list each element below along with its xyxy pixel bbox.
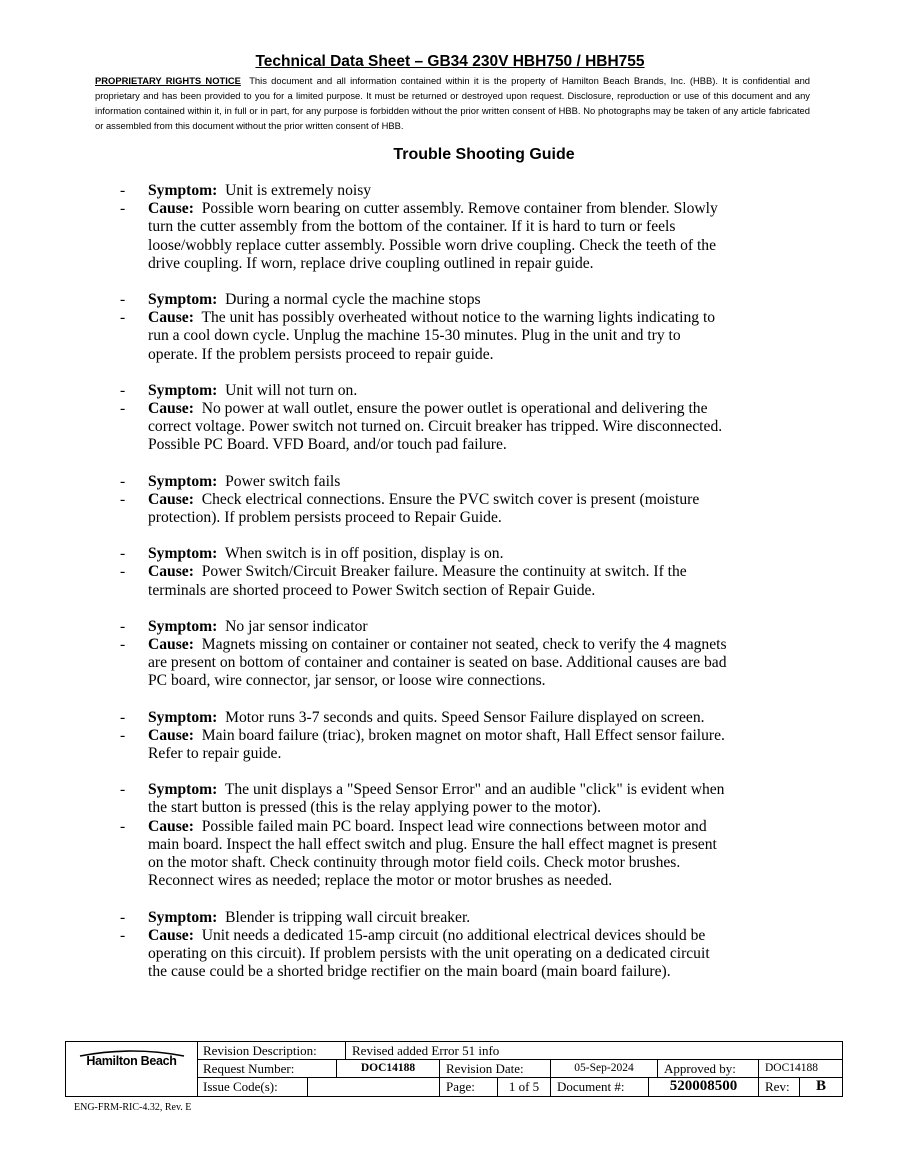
cause-row [120,927,815,982]
symptom-label: Symptom: [148,545,218,563]
symptom-label: Symptom: [148,781,218,799]
cause-text [148,727,815,763]
document-title: Technical Data Sheet – GB34 230V HBH750 / HBH755 [255,53,645,70]
cause-text [148,563,815,599]
symptom-line: Blender is tripping wall circuit breaker. [225,908,471,926]
trouble-item [120,709,815,764]
bullet-dash: - [120,726,126,744]
cause-line: No power at wall outlet, ensure the power outlet is operational and delivering the [201,400,708,418]
cause-line: main board. Inspect the hall effect switch and plug. Ensure the hall effect magnet is present [148,835,717,853]
trouble-item [120,291,815,364]
bullet-dash: - [120,400,126,418]
symptom-line: The unit displays a "Speed Sensor Error" and an audible "click" is evident when [224,781,725,799]
cause-line: Possible PC Board. VFD Board, and/or touch pad failure. [148,436,507,454]
symptom-text [148,781,815,817]
cause-label: Cause: [148,400,194,418]
symptom-line: When switch is in off position, display is on. [224,545,504,563]
symptom-row [120,182,815,200]
symptom-row [120,781,815,817]
symptom-text [148,382,815,400]
cause-text [148,927,815,982]
symptom-label: Symptom: [148,708,218,726]
symptom-row [120,291,815,309]
cause-label: Cause: [148,563,194,581]
cause-line: drive coupling. If worn, replace drive coupling outlined in repair guide. [148,254,594,272]
symptom-label: Symptom: [148,908,218,926]
bullet-dash: - [120,182,126,199]
bullet-dash: - [120,309,126,327]
symptom-line: the start button is pressed (this is the relay applying power to the motor). [148,799,601,817]
cause-label: Cause: [148,726,194,744]
approved-by-label: Approved by: [658,1060,759,1078]
issue-codes-label: Issue Code(s): [197,1078,308,1096]
symptom-text [148,545,815,563]
request-number-label: Request Number: [197,1060,337,1078]
bullet-dash: - [120,926,126,944]
bullet-dash: - [120,708,126,726]
cause-text [148,200,815,273]
bullet-dash: - [120,636,126,654]
form-code: ENG-FRM-RIC-4.32, Rev. E [74,1102,192,1113]
cause-line: Unit needs a dedicated 15-amp circuit (no additional electrical devices should be [201,926,706,944]
bullet-dash: - [120,381,126,399]
revision-block [65,1041,843,1097]
cause-row [120,400,815,455]
cause-line: Magnets missing on container or container not seated, check to verify the 4 magnets [201,636,727,654]
cause-text [148,818,815,891]
symptom-line: Power switch fails [225,472,341,490]
trouble-item [120,382,815,455]
symptom-line: Motor runs 3-7 seconds and quits. Speed Sensor Failure displayed on screen. [225,708,705,726]
document-number-label: Document #: [551,1078,649,1096]
cause-row [120,491,815,527]
symptom-line: During a normal cycle the machine stops [225,291,481,309]
guide-title: Trouble Shooting Guide [393,146,575,163]
cause-text [148,400,815,455]
cause-text [148,491,815,527]
symptom-line: No jar sensor indicator [225,617,368,635]
page-label: Page: [440,1078,498,1096]
symptom-label: Symptom: [148,291,218,309]
document-number-value: 520008500 [649,1078,759,1096]
cause-line: operating on this circuit). If problem persists with the unit operating on a dedicated circuit [148,944,710,962]
symptom-row [120,618,815,636]
symptom-row [120,473,815,491]
cause-line: Possible worn bearing on cutter assembly. Remove container from blender. Slowly [201,200,718,218]
cause-line: turn the cutter assembly from the bottom of the container. If it is hard to turn or feels [148,218,676,236]
bullet-dash: - [120,817,126,835]
cause-label: Cause: [148,490,194,508]
cause-label: Cause: [148,309,194,327]
cause-label: Cause: [148,636,194,654]
symptom-label: Symptom: [148,617,218,635]
proprietary-notice [95,73,810,133]
cause-line: on the motor shaft. Check continuity through motor field coils. Check motor brushes. [148,854,681,872]
cause-line: operate. If the problem persists proceed to repair guide. [148,345,494,363]
cause-line: The unit has possibly overheated without notice to the warning lights indicating to [201,309,716,327]
bullet-dash: - [120,472,126,490]
symptom-text [148,909,815,927]
trouble-item [120,182,815,273]
symptom-label: Symptom: [148,472,218,490]
trouble-item [120,781,815,890]
company-logo [66,1042,198,1096]
symptom-row [120,545,815,563]
cause-line: loose/wobbly replace cutter assembly. Possible worn drive coupling. Check the teeth of the [148,236,717,254]
symptom-text [148,709,815,727]
cause-line: run a cool down cycle. Unplug the machine 15-30 minutes. Plug in the unit and try to [148,327,681,345]
request-number-value: DOC14188 [337,1060,440,1078]
bullet-dash: - [120,617,126,635]
troubleshooting-list [120,182,815,999]
notice-text: This document and all information contained within it is the property of Hamilton Beach Brands, Inc. (HBB). It is confidential and proprietary and has been provided to you for a limited purpose. It must be returned or destroyed upon request. Disclosure, reproduction or use of this document and any information contained within it, in full or in part, for any purpose is forbidden without the prior written consent of HBB. No photographs may be taken of any article fabricated or assembled from this document without the prior written consent of HBB. [95,75,811,131]
cause-label: Cause: [148,200,194,218]
trouble-item [120,473,815,528]
cause-line: Refer to repair guide. [148,745,282,763]
revision-description-value: Revised added Error 51 info [346,1042,842,1060]
symptom-text [148,182,815,200]
revision-description-label: Revision Description: [197,1042,346,1060]
cause-line: protection). If problem persists proceed to Repair Guide. [148,509,502,527]
symptom-row [120,709,815,727]
symptom-line: Unit will not turn on. [225,381,358,399]
cause-row [120,309,815,364]
cause-line: terminals are shorted proceed to Power Switch section of Repair Guide. [148,581,596,599]
cause-row [120,818,815,891]
symptom-row [120,909,815,927]
cause-row [120,563,815,599]
symptom-line: Unit is extremely noisy [225,182,372,199]
notice-label: PROPRIETARY RIGHTS NOTICE [95,75,241,86]
cause-text [148,309,815,364]
cause-row [120,200,815,273]
bullet-dash: - [120,490,126,508]
symptom-text [148,291,815,309]
bullet-dash: - [120,908,126,926]
trouble-item [120,545,815,600]
trouble-item [120,618,815,691]
cause-line: Reconnect wires as needed; replace the motor or motor brushes as needed. [148,872,613,890]
cause-line: correct voltage. Power switch not turned on. Circuit breaker has tripped. Wire disconnected. [148,418,723,436]
cause-line: Possible failed main PC board. Inspect lead wire connections between motor and [201,817,707,835]
bullet-dash: - [120,291,126,309]
cause-line: Power Switch/Circuit Breaker failure. Measure the continuity at switch. If the [201,563,687,581]
symptom-text [148,618,815,636]
rev-label: Rev: [759,1078,800,1096]
bullet-dash: - [120,781,126,799]
cause-row [120,727,815,763]
cause-text [148,636,815,691]
rev-value: B [815,1078,826,1094]
issue-codes-value [308,1078,440,1096]
approved-by-value: DOC14188 [759,1060,842,1078]
symptom-row [120,382,815,400]
bullet-dash: - [120,545,126,563]
cause-line: the cause could be a shorted bridge rectifier on the main board (main board failure). [148,963,671,981]
cause-line: are present on bottom of container and container is seated on base. Additional causes are bad [148,654,727,672]
trouble-item [120,909,815,982]
page-value: 1 of 5 [498,1078,551,1096]
cause-label: Cause: [148,926,194,944]
bullet-dash: - [120,563,126,581]
bullet-dash: - [120,200,126,218]
cause-label: Cause: [148,817,194,835]
cause-line: PC board, wire connector, jar sensor, or loose wire connections. [148,672,546,690]
revision-date-label: Revision Date: [440,1060,551,1078]
symptom-label: Symptom: [148,381,218,399]
cause-line: Check electrical connections. Ensure the PVC switch cover is present (moisture [201,490,700,508]
logo-text: Hamilton Beach [86,1054,177,1068]
cause-row [120,636,815,691]
cause-line: Main board failure (triac), broken magnet on motor shaft, Hall Effect sensor failure. [201,726,725,744]
symptom-label: Symptom: [148,182,218,199]
revision-date-value: 05-Sep-2024 [551,1060,658,1078]
symptom-text [148,473,815,491]
